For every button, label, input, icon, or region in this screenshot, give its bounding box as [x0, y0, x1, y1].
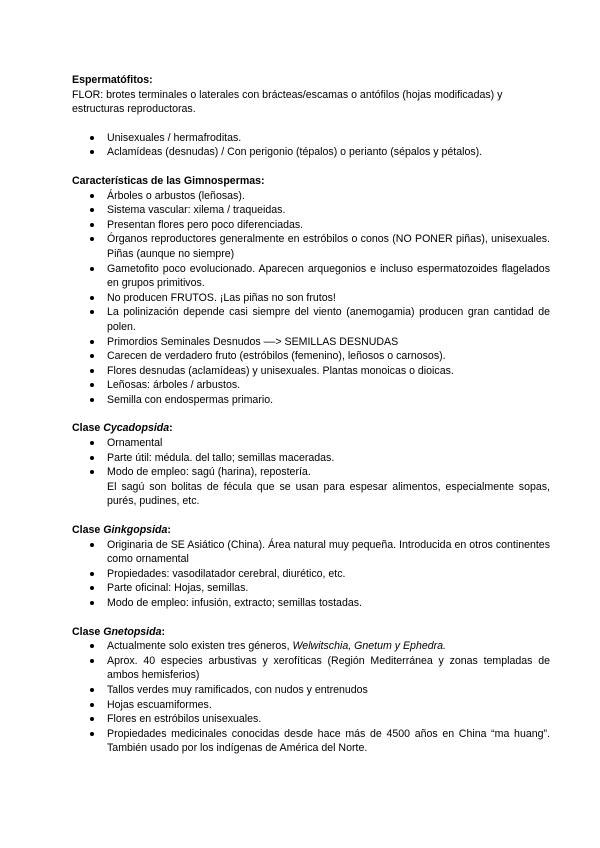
flor-definition-line-1: FLOR: brotes terminales o laterales con brácteas/escamas o antófilos (hojas modificadas) y: [72, 88, 503, 101]
class-name: Ginkgopsida: [103, 524, 168, 537]
list-item: Carecen de verdadero fruto (estróbilos (femenino), leñosos o carnosos).: [72, 349, 550, 364]
list-item: Primordios Seminales Desnudos ––> SEMILLAS DESNUDAS: [72, 335, 550, 350]
ginkgopsida-heading: [72, 523, 550, 538]
list-item: Presentan flores pero poco diferenciadas.: [72, 218, 550, 233]
list-item-text: Modo de empleo: sagú (harina), repostería.: [107, 466, 311, 479]
class-prefix: Clase: [72, 422, 104, 435]
list-item: Flores en estróbilos unisexuales.: [72, 712, 550, 727]
gimnospermas-list: [72, 189, 550, 408]
class-suffix: :: [167, 524, 171, 537]
list-item: Ornamental: [72, 436, 550, 451]
list-item: Flores desnudas (aclamídeas) y unisexuales. Plantas monoicas o dioicas.: [72, 364, 550, 379]
list-item: Sistema vascular: xilema / traqueidas.: [72, 203, 550, 218]
class-name: Cycadopsida: [103, 422, 170, 435]
list-item: Leñosas: árboles / arbustos.: [72, 378, 550, 393]
cycadopsida-list: [72, 436, 550, 509]
list-item: [72, 639, 550, 654]
list-item: Gametofito poco evolucionado. Aparecen arquegonios e incluso espermatozoides flagelados en grupos primitivos.: [72, 262, 550, 291]
class-suffix: :: [169, 422, 173, 435]
list-item: [72, 465, 550, 509]
list-item: Modo de empleo: infusión, extracto; semillas tostadas.: [72, 596, 550, 611]
list-item: Originaria de SE Asiático (China). Área natural muy pequeña. Introducida en otros continentes como ornamental: [72, 538, 550, 567]
list-item: Aprox. 40 especies arbustivas y xerofíticas (Región Mediterránea y zonas templadas de ambos hemisferios): [72, 654, 550, 683]
class-prefix: Clase: [72, 524, 104, 537]
espermatofitos-heading: Espermatófitos:: [72, 74, 153, 86]
gimnospermas-heading: Características de las Gimnospermas:: [72, 174, 265, 187]
list-item: Propiedades medicinales conocidas desde hace más de 4500 años en China “ma huang”. También usado por los indígenas de América del Norte.: [72, 727, 550, 756]
list-item: Propiedades: vasodilatador cerebral, diurético, etc.: [72, 567, 550, 582]
class-name: Gnetopsida: [103, 625, 162, 638]
list-item: La polinización depende casi siempre del viento (anemogamia) producen gran cantidad de polen.: [72, 305, 550, 334]
list-item-text: Actualmente solo existen tres géneros,: [107, 640, 293, 653]
list-item: Árboles o arbustos (leñosas).: [72, 189, 550, 204]
flor-definition: [72, 88, 550, 117]
list-item: No producen FRUTOS. ¡Las piñas no son frutos!: [72, 291, 550, 306]
list-item: Unisexuales / hermafroditas.: [72, 131, 550, 146]
genera-names: Welwitschia, Gnetum y Ephedra.: [292, 640, 446, 653]
list-item: Semilla con endospermas primario.: [72, 393, 550, 408]
ginkgopsida-list: [72, 538, 550, 611]
gnetopsida-heading: [72, 625, 550, 640]
list-item: Aclamídeas (desnudas) / Con perigonio (tépalos) o perianto (sépalos y pétalos).: [72, 145, 550, 160]
list-item: Parte útil: médula. del tallo; semillas maceradas.: [72, 451, 550, 466]
list-item: Hojas escuamiformes.: [72, 698, 550, 713]
list-item: Parte oficinal: Hojas, semillas.: [72, 581, 550, 596]
class-prefix: Clase: [72, 625, 104, 638]
cycadopsida-heading: [72, 421, 550, 436]
gnetopsida-list: [72, 639, 550, 756]
class-suffix: :: [161, 625, 166, 638]
espermatofitos-list: [72, 131, 550, 160]
sagu-explanation: El sagú son bolitas de fécula que se usan para espesar alimentos, especialmente sopas, purés, pudines, etc.: [107, 480, 550, 508]
flor-definition-line-2: estructuras reproductoras.: [72, 103, 196, 116]
list-item: Tallos verdes muy ramificados, con nudos y entrenudos: [72, 683, 550, 698]
list-item: Órganos reproductores generalmente en estróbilos o conos (NO PONER piñas), unisexuales. Piñas (aunque no siempre): [72, 232, 550, 261]
